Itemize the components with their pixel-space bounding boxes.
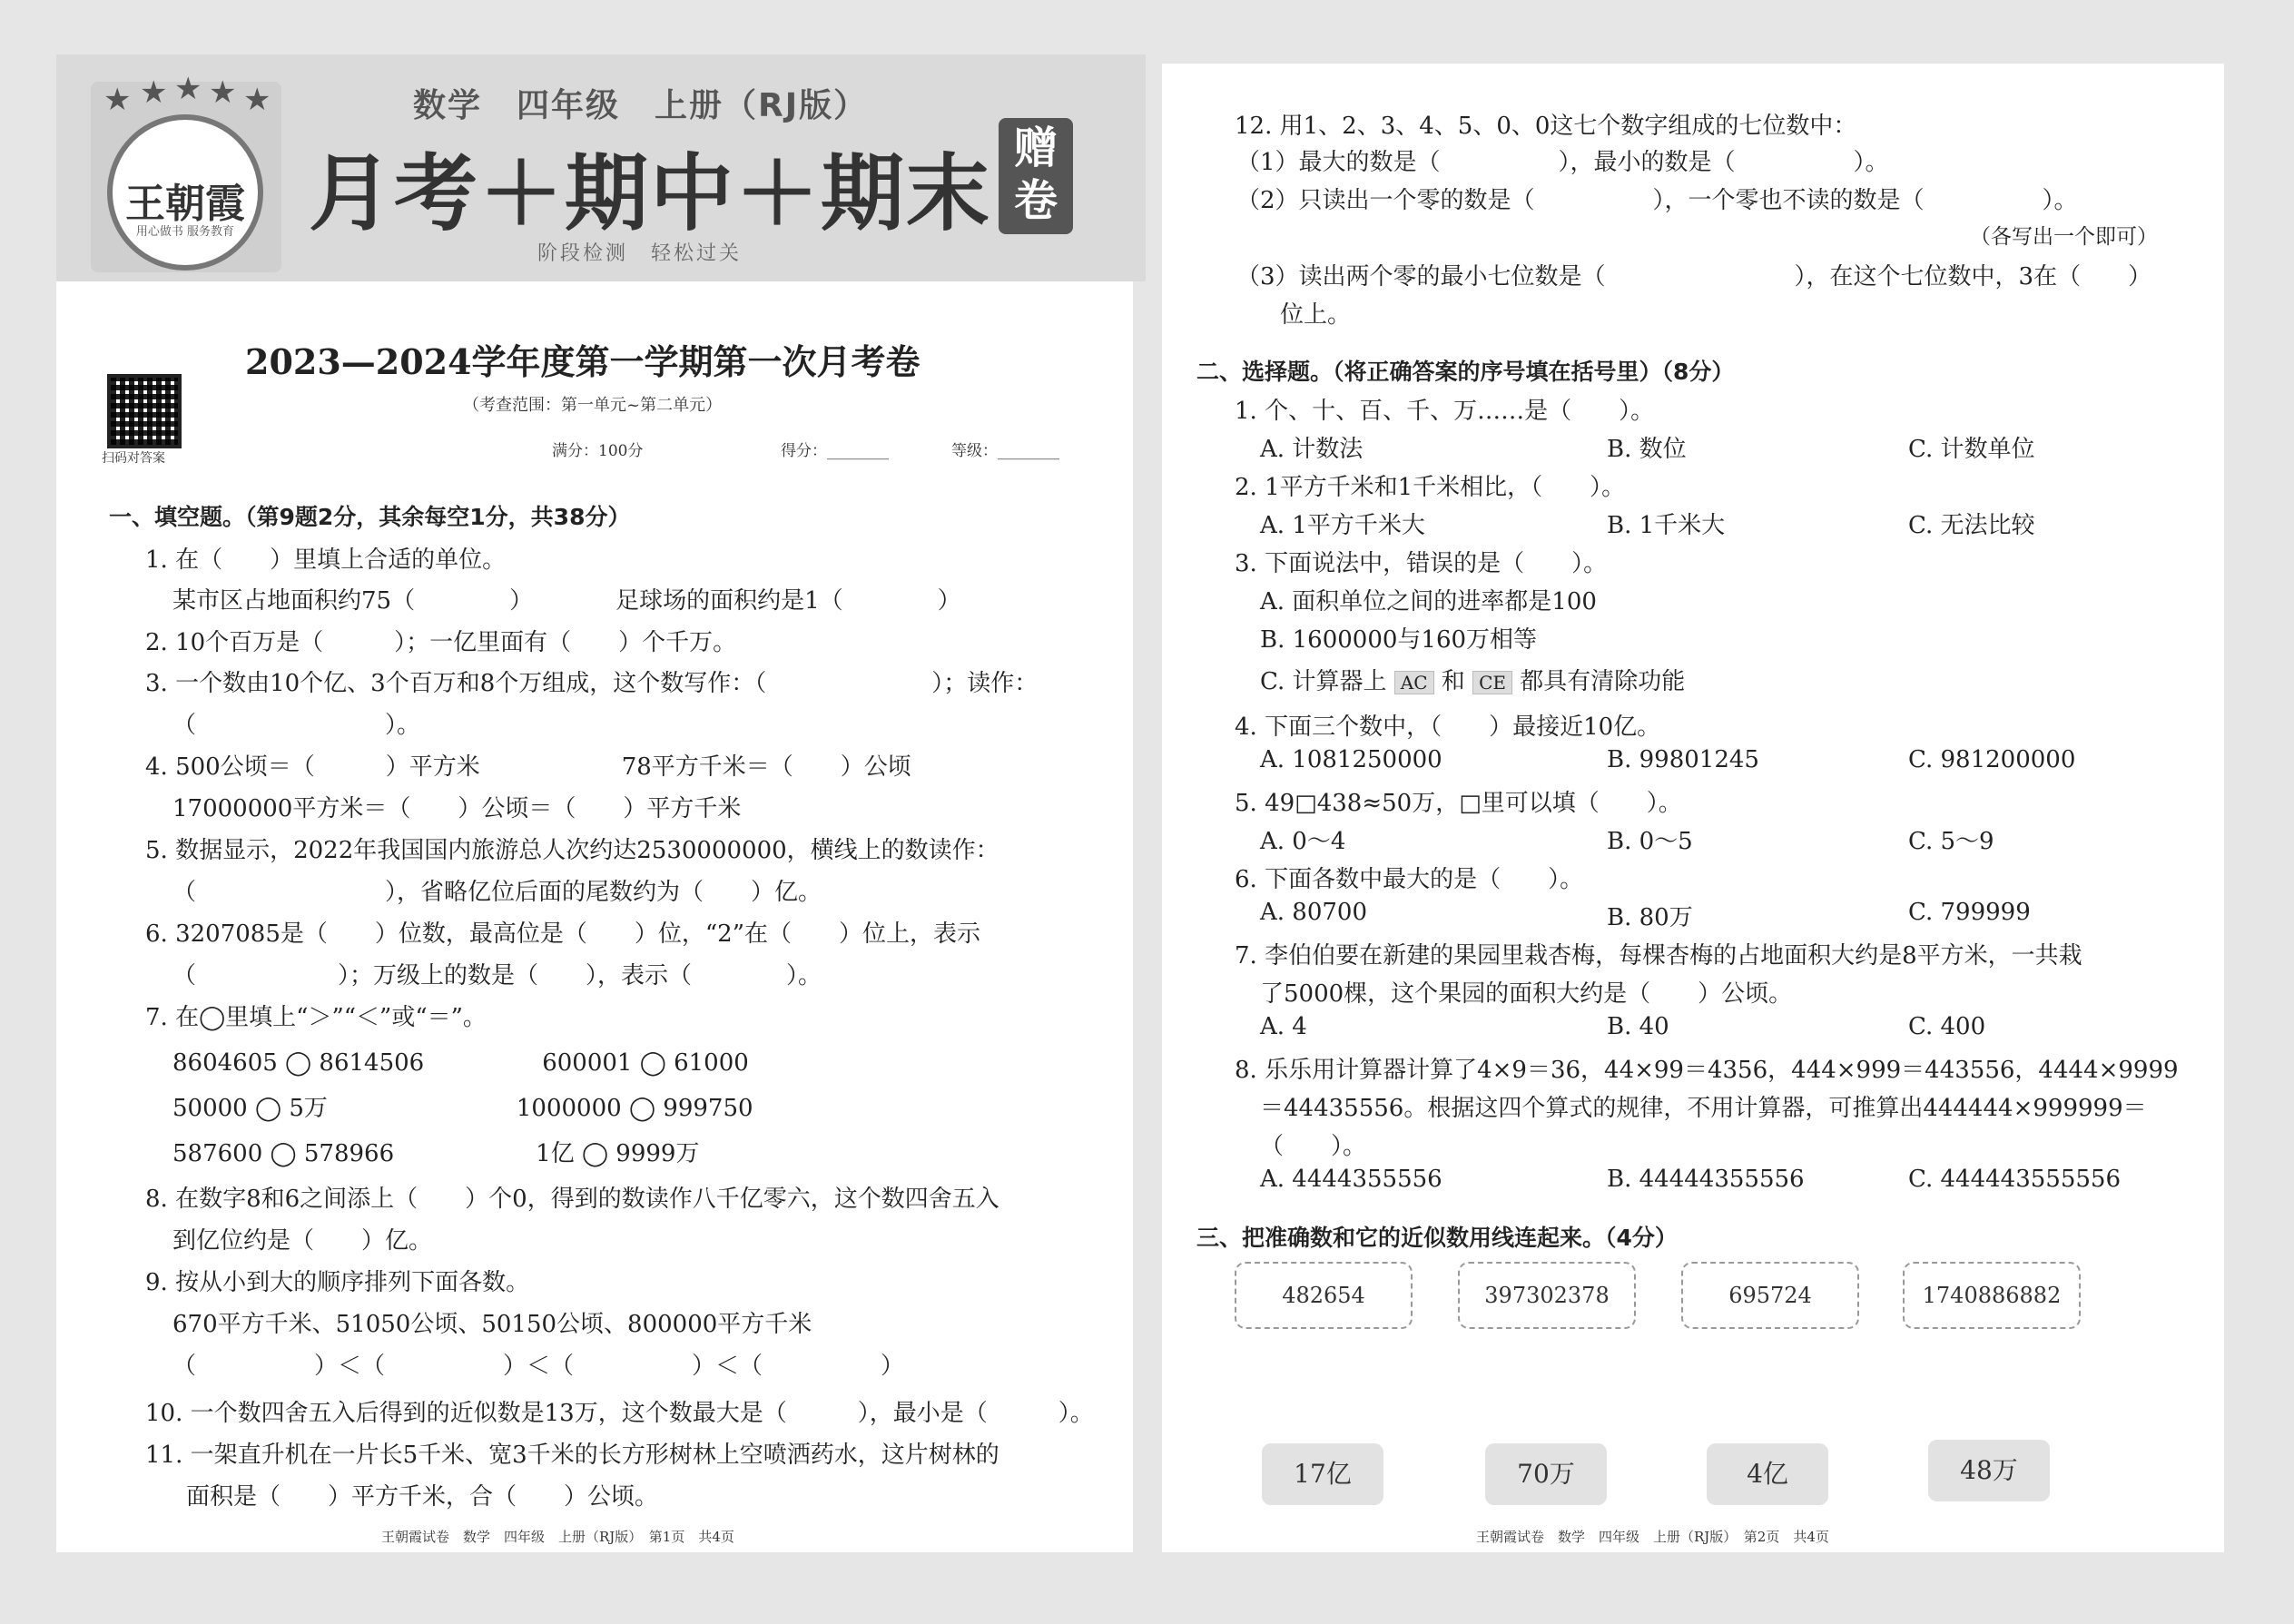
series-title: 月考＋期中＋期末 (309, 144, 992, 242)
ac-key: AC (1394, 671, 1434, 694)
section-heading: 三、把准确数和它的近似数用线连起来。（4分） (1196, 1225, 1678, 1251)
gift-badge: 赠卷 (999, 118, 1073, 234)
question-line: 4. 下面三个数中，（ ）最接近10亿。 (1235, 714, 1661, 741)
choice-a: A. 4 (1260, 1013, 1307, 1040)
choice-b: B. 40 (1607, 1013, 1669, 1040)
choice-a: A. 0～4 (1260, 828, 1346, 855)
choice-c: C. 444443555556 (1908, 1166, 2121, 1193)
question-line: 了5000棵，这个果园的面积大约是（ ）公顷。 (1260, 980, 1793, 1008)
question-line: 3. 下面说法中，错误的是（ ）。 (1235, 550, 1608, 577)
choice-a: A. 4444355556 (1260, 1166, 1442, 1193)
question-line: （ ），省略亿位后面的尾数约为（ ）亿。 (172, 879, 822, 906)
star-icon: ★ (209, 74, 237, 111)
question-line: 10. 一个数四舍五入后得到的近似数是13万，这个数最大是（ ），最小是（ ）。 (145, 1400, 1094, 1427)
approx-number-box[interactable]: 4亿 (1707, 1443, 1828, 1505)
question-line: 670平方千米、51050公顷、50150公顷、800000平方千米 (172, 1311, 812, 1338)
choice-b: B. 80万 (1607, 904, 1693, 931)
question-line: （3）读出两个零的最小七位数是（ ），在这个七位数中，3在（ ） (1236, 263, 2152, 290)
choice-b: B. 数位 (1607, 436, 1687, 463)
choice-a: A. 面积单位之间的进率都是100 (1260, 588, 1597, 615)
question-line: 17000000平方米＝（ ）公顷＝（ ）平方千米 (172, 795, 742, 822)
choice-c: C. 计数单位 (1908, 436, 2035, 463)
exact-number-box[interactable]: 397302378 (1458, 1262, 1636, 1329)
choice-b: B. 0～5 (1607, 828, 1693, 855)
page-footer: 王朝霞试卷 数学 四年级 上册（RJ版） 第2页 共4页 (1476, 1529, 1829, 1545)
choice-text: C. 计算器上 (1260, 668, 1387, 695)
question-line: 到亿位约是（ ）亿。 (172, 1227, 433, 1255)
section-heading: 二、选择题。（将正确答案的序号填在括号里）（8分） (1196, 359, 1735, 385)
question-line: 11. 一架直升机在一片长5千米、宽3千米的长方形树林上空喷洒药水，这片树林的 (145, 1442, 999, 1469)
subject-line: 数学 四年级 上册（RJ版） (413, 87, 869, 124)
qr-label: 扫码对答案 (102, 451, 165, 466)
exact-number-box[interactable]: 482654 (1235, 1262, 1413, 1329)
choice-c: C. 799999 (1908, 899, 2031, 926)
question-line: 7. 李伯伯要在新建的果园里栽杏梅，每棵杏梅的占地面积大约是8平方米，一共栽 (1235, 942, 2082, 969)
question-line: 6. 下面各数中最大的是（ ）。 (1235, 866, 1584, 893)
question-line: （2）只读出一个零的数是（ ），一个零也不读的数是（ ）。 (1236, 187, 2078, 214)
question-line: 5. 49□438≈50万，□里可以填（ ）。 (1235, 790, 1682, 817)
choice-c: C. 5～9 (1908, 828, 1994, 855)
question-line: 3. 一个数由10个亿、3个百万和8个万组成，这个数写作：（ ）；读作： (145, 670, 1039, 697)
question-note: （各写出一个即可） (1970, 225, 2158, 249)
question-line: 2. 1平方千米和1千米相比，（ ）。 (1235, 474, 1626, 501)
question-line: （ ）。 (1260, 1133, 1367, 1160)
question-line: 587600 ◯ 578966 1亿 ◯ 9999万 (172, 1140, 700, 1167)
question-line: 8. 在数字8和6之间添上（ ）个0，得到的数读作八千亿零六，这个数四舍五入 (145, 1186, 999, 1213)
choice-a: A. 计数法 (1260, 436, 1364, 463)
choice-c: C. 400 (1908, 1013, 1986, 1040)
question-line: 1. 在（ ）里填上合适的单位。 (145, 546, 507, 574)
question-line: 面积是（ ）平方千米，合（ ）公顷。 (186, 1483, 659, 1511)
star-icon: ★ (140, 74, 168, 111)
choice-c: C. 无法比较 (1908, 512, 2035, 539)
tagline: 阶段检测 轻松过关 (537, 242, 743, 265)
exact-number-box[interactable]: 1740886882 (1903, 1262, 2081, 1329)
grade-field[interactable]: 等级：________ (951, 442, 1059, 460)
logo-subtitle: 用心做书 服务教育 (135, 225, 235, 239)
exam-title: 2023—2024学年度第一学期第一次月考卷 (245, 341, 921, 382)
approx-number-box[interactable]: 17亿 (1262, 1443, 1383, 1505)
question-line: （ ）；万级上的数是（ ），表示（ ）。 (172, 962, 822, 989)
star-icon: ★ (243, 82, 271, 118)
question-line: 4. 500公顷＝（ ）平方米 78平方千米＝（ ）公顷 (145, 753, 911, 781)
full-score: 满分：100分 (552, 442, 644, 460)
logo-name: 王朝霞 (125, 181, 245, 227)
brand-logo (91, 71, 281, 272)
choice-b: B. 44444355556 (1607, 1166, 1805, 1193)
question-line: 9. 按从小到大的顺序排列下面各数。 (145, 1269, 530, 1296)
question-line: 8604605 ◯ 8614506 600001 ◯ 61000 (172, 1049, 749, 1077)
ce-key: CE (1472, 671, 1512, 694)
question-line: 2. 10个百万是（ ）；一亿里面有（ ）个千万。 (145, 629, 737, 656)
question-line: （ ）。 (172, 712, 421, 739)
choice-b: B. 1600000与160万相等 (1260, 626, 1538, 654)
question-line: 位上。 (1280, 301, 1352, 329)
choice-c (1260, 663, 1685, 696)
score-field[interactable]: 得分：________ (781, 442, 889, 460)
exam-scope: （考查范围：第一单元~第二单元） (463, 396, 723, 415)
question-line: 某市区占地面积约75（ ） 足球场的面积约是1（ ） (172, 587, 961, 615)
question-line: ＝44435556。根据这四个算式的规律，不用计算器，可推算出444444×999999＝ (1260, 1095, 2147, 1122)
question-line: （1）最大的数是（ ），最小的数是（ ）。 (1236, 149, 1889, 176)
question-line: 50000 ◯ 5万 1000000 ◯ 999750 (172, 1095, 753, 1122)
section-heading: 一、填空题。（第9题2分，其余每空1分，共38分） (109, 504, 631, 530)
question-line: 1. 个、十、百、千、万……是（ ）。 (1235, 398, 1655, 425)
approx-number-box[interactable]: 70万 (1485, 1443, 1607, 1505)
question-line: 5. 数据显示，2022年我国国内旅游总人次约达2530000000，横线上的数读作： (145, 837, 999, 864)
page-footer: 王朝霞试卷 数学 四年级 上册（RJ版） 第1页 共4页 (381, 1529, 734, 1545)
choice-a: A. 80700 (1260, 899, 1368, 926)
question-line: 8. 乐乐用计算器计算了4×9＝36，44×99＝4356，444×999＝443556，4444×9999 (1235, 1057, 2179, 1084)
question-line: 7. 在◯里填上“＞”“＜”或“＝”。 (145, 1004, 487, 1031)
question-line: （ ）＜（ ）＜（ ）＜（ ） (172, 1353, 905, 1380)
choice-b: B. 99801245 (1607, 746, 1759, 773)
exact-number-box[interactable]: 695724 (1681, 1262, 1859, 1329)
choice-text: 和 (1441, 668, 1465, 695)
choice-c: C. 981200000 (1908, 746, 2076, 773)
choice-a: A. 1081250000 (1260, 746, 1442, 773)
star-icon: ★ (174, 71, 202, 107)
qr-code[interactable] (107, 374, 182, 448)
choice-b: B. 1千米大 (1607, 512, 1726, 539)
choice-a: A. 1平方千米大 (1260, 512, 1425, 539)
approx-number-box[interactable]: 48万 (1928, 1440, 2050, 1501)
choice-text: 都具有清除功能 (1520, 668, 1686, 695)
question-line: 6. 3207085是（ ）位数，最高位是（ ）位，“2”在（ ）位上，表示 (145, 920, 980, 948)
logo-seal (107, 114, 263, 271)
question-line: 12. 用1、2、3、4、5、0、0这七个数字组成的七位数中： (1235, 113, 1857, 140)
star-icon: ★ (103, 82, 132, 118)
